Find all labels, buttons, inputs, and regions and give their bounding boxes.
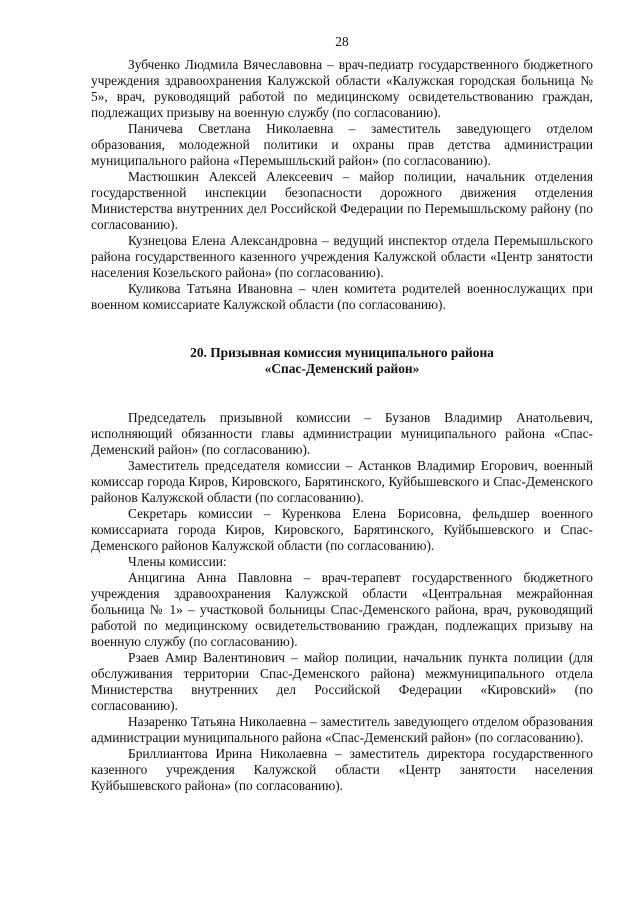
paragraph-rzaev: Рзаев Амир Валентинович – майор полиции, начальник пункта полиции (для обслуживания территории Спас-Деменского района) межмуниципального отдела Министерства внутренних дел Российской Федерации «Кировский» (по согласованию). [91,650,593,713]
section-heading [91,345,593,377]
paragraph-antsigina: Анцигина Анна Павловна – врач-терапевт государственного бюджетного учреждения здравоохранения Калужской области «Центральная межрайонная больница № 1» – участковой больницы Спас-Деменского района, врач, руководящий работой по медицинскому освидетельствованию граждан, подлежащих призыву на военную службу (по согласованию). [91,570,593,649]
paragraph-deputy-chairman: Заместитель председателя комиссии – Астанков Владимир Егорович, военный комиссар города Киров, Кировского, Барятинского, Куйбышевского и Спас-Деменского районов Калужской области (по согласованию). [91,458,593,505]
paragraph-kulikova: Куликова Татьяна Ивановна – член комитета родителей военнослужащих при военном комиссариате Калужской области (по согласованию). [91,281,593,312]
paragraph-chairman: Председатель призывной комиссии – Бузанов Владимир Анатольевич, исполняющий обязанности главы администрации муниципального района «Спас-Деменский район» (по согласованию). [91,410,593,457]
paragraph-brilliantova: Бриллиантова Ирина Николаевна – заместитель директора государственного казенного учреждения Калужской области «Центр занятости населения Куйбышевского района» (по согласованию). [91,746,593,793]
paragraph-kuznetsova: Кузнецова Елена Александровна – ведущий инспектор отдела Перемышльского района государственного казенного учреждения Калужской области «Центр занятости населения Козельского района» (по согласованию). [91,233,593,280]
members-label: Члены комиссии: [128,554,227,569]
paragraph-mastyushkin: Мастюшкин Алексей Алексеевич – майор полиции, начальник отделения государственной инспекции безопасности дорожного движения отделения Министерства внутренних дел Российской Федерации по Перемышльскому району (по согласованию). [91,169,593,232]
section-title-line2: «Спас-Деменский район» [264,361,420,376]
document-page [91,34,593,794]
section-spacer-top [91,313,593,345]
paragraph-nazarenko: Назаренко Татьяна Николаевна – заместитель заведующего отделом образования администрации муниципального района «Спас-Деменский район» (по согласованию). [91,714,593,745]
paragraph-secretary: Секретарь комиссии – Куренкова Елена Борисовна, фельдшер военного комиссариата города Киров, Кировского, Барятинского, Куйбышевского и Спас-Деменского районов Калужской области (по согласованию). [91,506,593,553]
section-title-line1: 20. Призывная комиссия муниципального района [190,345,494,360]
section-spacer-bottom [91,377,593,410]
paragraph-panicheva: Паничева Светлана Николаевна – заместитель заведующего отделом образования, молодежной политики и охраны прав детства администрации муниципального района «Перемышльский район» (по согласованию). [91,121,593,168]
page-number: 28 [335,34,349,49]
paragraph-zubchenko: Зубченко Людмила Вячеславовна – врач-педиатр государственного бюджетного учреждения здравоохранения Калужской области «Калужская городская больница № 5», врач, руководящий работой по медицинскому освидетельствованию граждан, подлежащих призыву на военную службу (по согласованию). [91,57,593,120]
